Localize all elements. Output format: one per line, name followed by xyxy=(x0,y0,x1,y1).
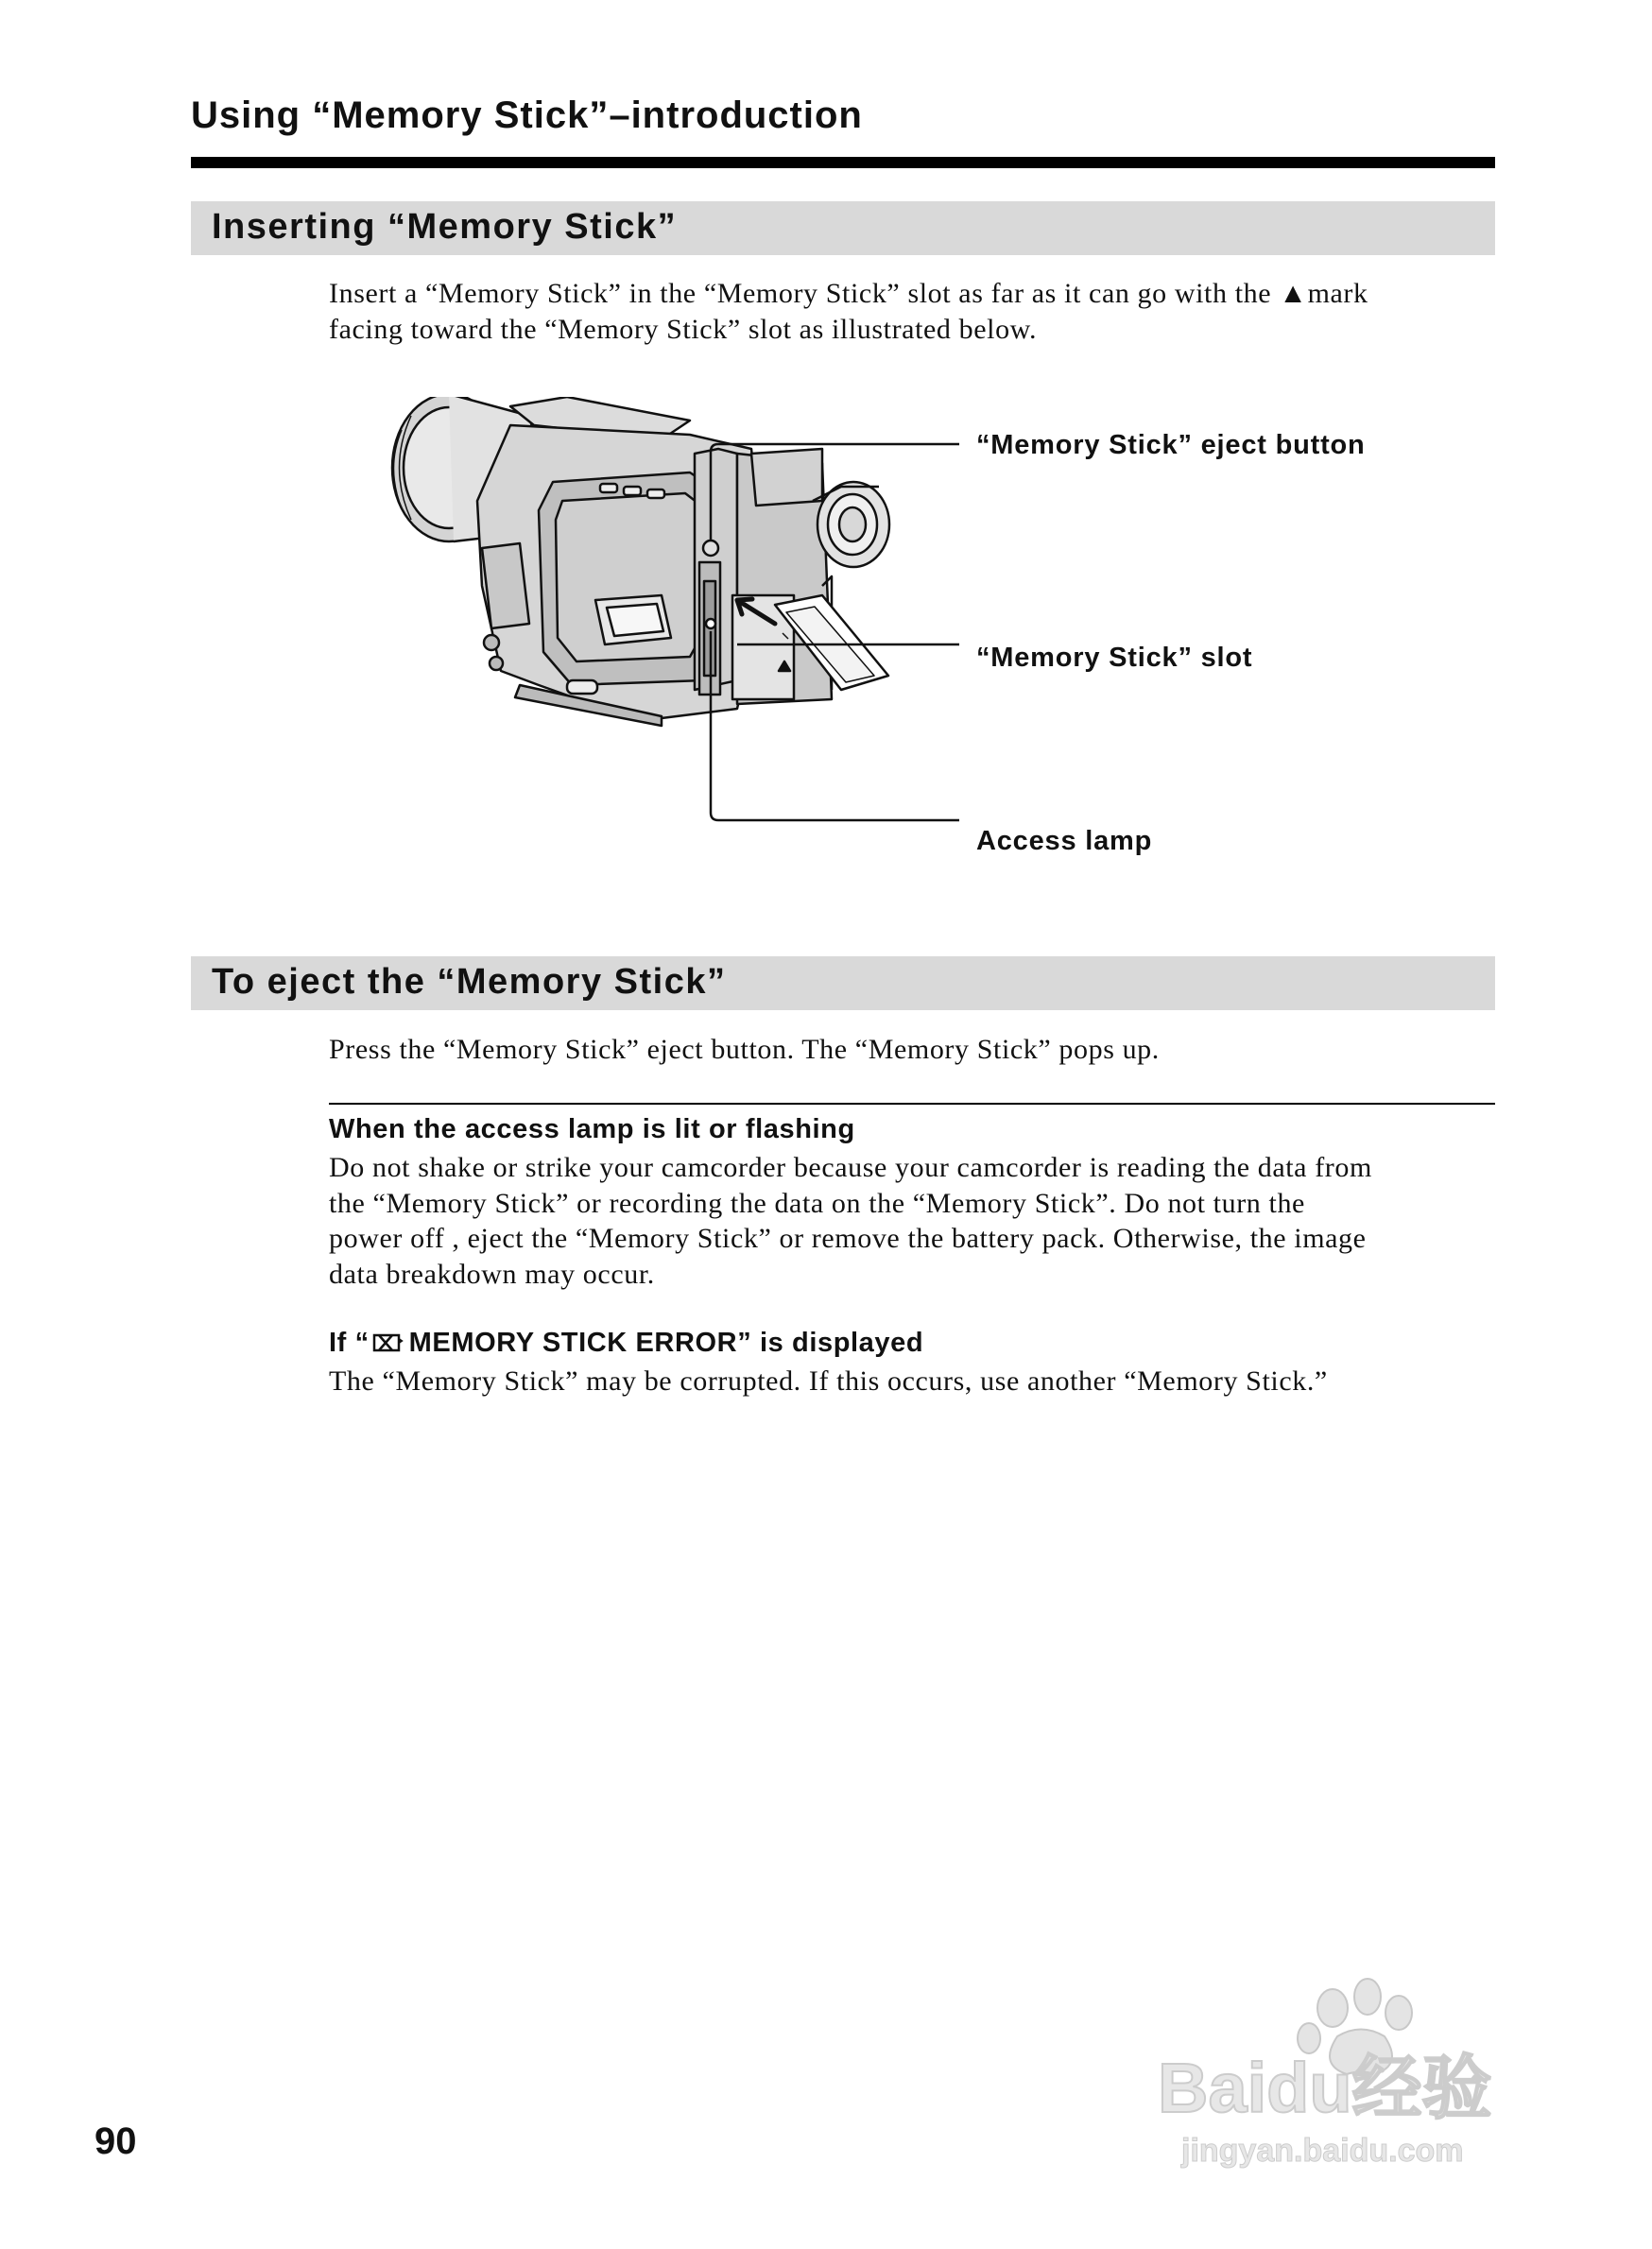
inserting-line2: facing toward the “Memory Stick” slot as illustrated below. xyxy=(329,313,1038,345)
callout-eject-button: “Memory Stick” eject button xyxy=(976,430,1366,460)
inserting-line1-prefix: Insert a “Memory Stick” in the “Memory Stick” slot as far as it can go with the xyxy=(329,278,1272,309)
section-eject-title: To eject the “Memory Stick” xyxy=(212,962,727,1002)
triangle-mark-icon: ▲ xyxy=(1279,278,1308,309)
inserting-instructions xyxy=(329,276,1501,347)
camcorder-illustration xyxy=(378,397,1418,888)
header-rule xyxy=(191,157,1495,168)
note-access-lamp-line: the “Memory Stick” or recording the data on the “Memory Stick”. Do not turn the xyxy=(329,1187,1305,1219)
memory-stick-error-icon xyxy=(371,1331,404,1354)
section-inserting-bar xyxy=(191,201,1495,255)
note-error-body: The “Memory Stick” may be corrupted. If this occurs, use another “Memory Stick.” xyxy=(329,1365,1328,1397)
page-header-title: Using “Memory Stick”–introduction xyxy=(191,94,863,136)
callout-slot: “Memory Stick” slot xyxy=(976,643,1253,673)
notes-divider xyxy=(329,1103,1495,1105)
section-inserting-title: Inserting “Memory Stick” xyxy=(212,207,678,247)
note-access-lamp-line: data breakdown may occur. xyxy=(329,1258,655,1290)
watermark-url: jingyan.baidu.com xyxy=(1181,2133,1464,2169)
note-error-heading xyxy=(329,1328,923,1359)
section-eject-bar xyxy=(191,956,1495,1010)
inserting-line1-suffix: mark xyxy=(1307,278,1368,309)
note-access-lamp-body xyxy=(329,1150,1501,1292)
note-access-lamp-line: power off , eject the “Memory Stick” or remove the battery pack. Otherwise, the image xyxy=(329,1223,1367,1254)
callout-access-lamp: Access lamp xyxy=(976,826,1153,856)
note-error-heading-suffix: MEMORY STICK ERROR” is displayed xyxy=(408,1328,924,1358)
page-number: 90 xyxy=(95,2120,137,2162)
note-error-heading-prefix: If “ xyxy=(329,1328,370,1358)
note-access-lamp-line: Do not shake or strike your camcorder because your camcorder is reading the data from xyxy=(329,1152,1372,1183)
note-access-lamp-heading: When the access lamp is lit or flashing xyxy=(329,1114,855,1144)
watermark-brand: Baidu经验 xyxy=(1158,2049,1492,2127)
baidu-watermark-logo xyxy=(1158,1970,1555,2169)
eject-instructions: Press the “Memory Stick” eject button. The “Memory Stick” pops up. xyxy=(329,1034,1160,1065)
